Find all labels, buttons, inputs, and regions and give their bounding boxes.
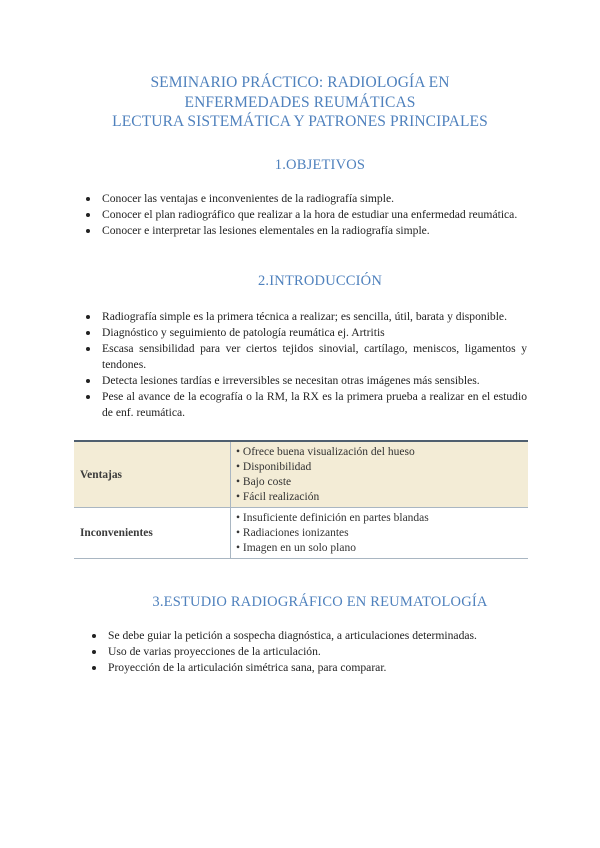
bullet-icon [86,347,90,351]
pros-cons-table [74,440,528,559]
row-body-ventajas [230,442,528,507]
list-item: Pese al avance de la ecografía o la RM, la RX es la primera prueba a realizar en el estudio de enf. reumática. [86,389,527,420]
list-item: Detecta lesiones tardías e irreversibles se necesitan otras imágenes más sensibles. [86,373,527,389]
row-header-ventajas: Ventajas [80,468,122,481]
bullet-icon [86,395,90,399]
list-item: Proyección de la articulación simétrica sana, para comparar. [92,660,527,676]
list-item: Conocer las ventajas e inconvenientes de la radiografía simple. [86,191,527,207]
list-item: Uso de varias proyecciones de la articulación. [92,644,527,660]
bullet-icon [92,650,96,654]
list-item: Se debe guiar la petición a sospecha diagnóstica, a articulaciones determinadas. [92,628,527,644]
document-title [0,73,600,132]
table-item: • Insuficiente definición en partes blandas [236,512,429,524]
heading-introduccion: 2.INTRODUCCIÓN [257,273,383,289]
table-row [74,508,528,559]
bullet-icon [86,379,90,383]
list-item: Conocer el plan radiográfico que realizar a la hora de estudiar una enfermedad reumática. [86,207,527,223]
bullet-icon [86,229,90,233]
list-introduccion [86,309,527,421]
table-item: • Bajo coste [236,476,292,488]
table-item: • Ofrece buena visualización del hueso [236,446,415,458]
table-row [74,442,528,508]
list-item: Escasa sensibilidad para ver ciertos tejidos sinovial, cartílago, meniscos, ligamentos y tendones. [86,341,527,372]
bullet-icon [86,197,90,201]
heading-objetivos: 1.OBJETIVOS [274,157,366,173]
list-objetivos [86,191,527,239]
title-line-2: ENFERMEDADES REUMÁTICAS [184,93,416,111]
bullet-icon [86,213,90,217]
table-item: • Radiaciones ionizantes [236,527,349,539]
title-line-3: LECTURA SISTEMÁTICA Y PATRONES PRINCIPALES [112,113,488,130]
table-item: • Imagen en un solo plano [236,542,356,554]
heading-estudio: 3.ESTUDIO RADIOGRÁFICO EN REUMATOLOGÍA [152,594,488,610]
bullet-icon [92,634,96,638]
list-estudio [92,628,527,676]
list-item: Conocer e interpretar las lesiones elementales en la radiografía simple. [86,223,527,239]
table-item: • Disponibilidad [236,461,312,473]
list-item: Diagnóstico y seguimiento de patología reumática ej. Artritis [86,325,527,341]
row-body-inconvenientes [230,508,528,558]
list-item: Radiografía simple es la primera técnica a realizar; es sencilla, útil, barata y disponible. [86,309,527,325]
bullet-icon [86,315,90,319]
bullet-icon [92,666,96,670]
row-header-inconvenientes: Inconvenientes [80,527,153,539]
bullet-icon [86,331,90,335]
table-item: • Fácil realización [236,491,320,503]
title-line-1: SEMINARIO PRÁCTICO: RADIOLOGÍA EN [150,74,450,91]
